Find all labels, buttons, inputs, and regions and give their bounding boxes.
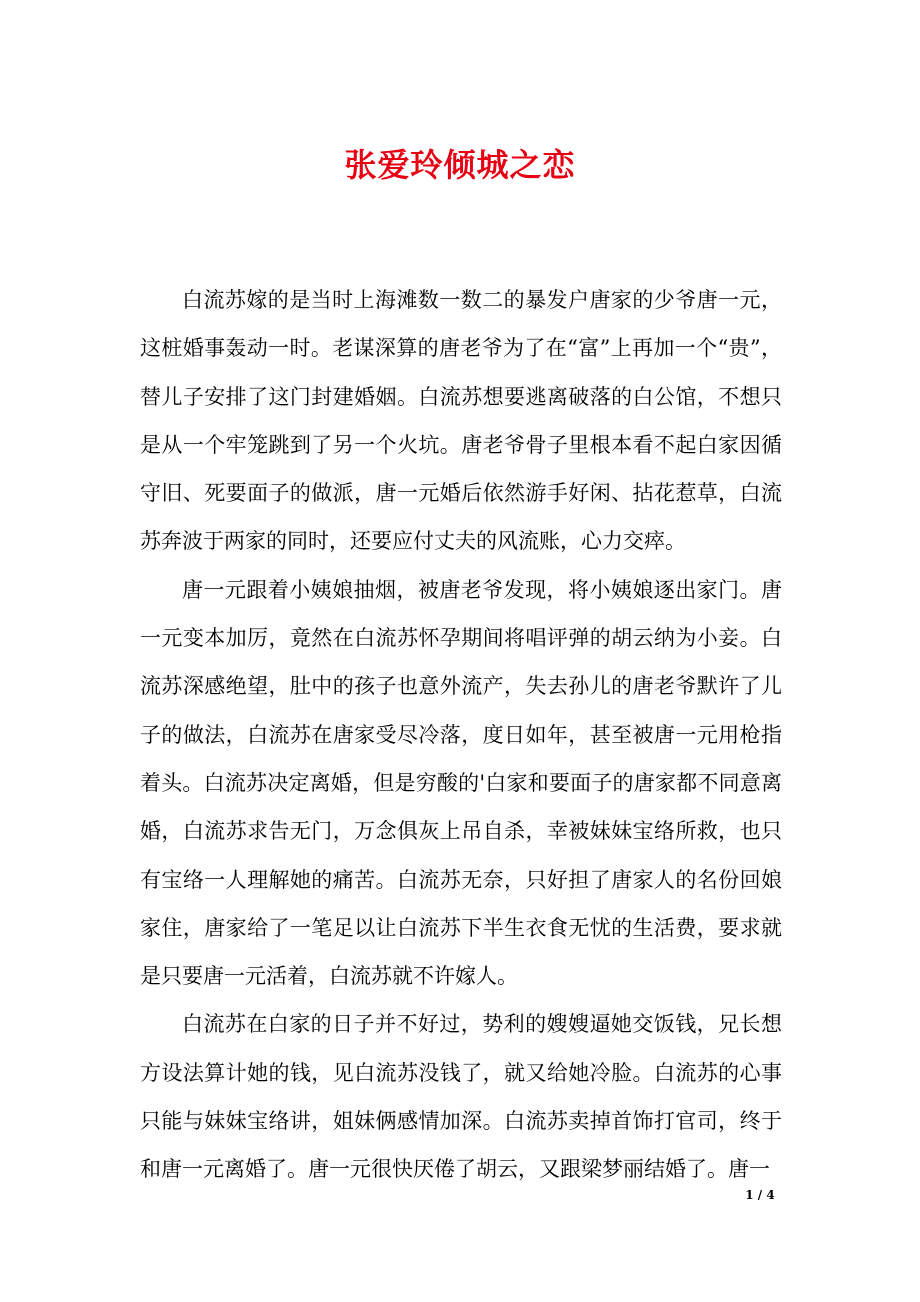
paragraph-3: 白流苏在白家的日子并不好过，势利的嫂嫂逼她交饭钱，兄长想方设法算计她的钱，见白流苏没钱了，就又给她冷脸。白流苏的心事只能与妹妹宝络讲，姐妹俩感情加深。白流苏卖掉首饰打官司，终于和唐一元离婚了。唐一元很快厌倦了胡云，又跟梁梦丽结婚了。唐一 bbox=[140, 1012, 782, 1182]
paragraph-1: 白流苏嫁的是当时上海滩数一数二的暴发户唐家的少爷唐一元，这桩婚事轰动一时。老谋深算的唐老爷为了在“富”上再加一个“贵”，替儿子安排了这门封建婚姻。白流苏想要逃离破落的白公馆，不想只是从一个牢笼跳到了另一个火坑。唐老爷骨子里根本看不起白家因循守旧、死要面子的做派，唐一元婚后依然游手好闲、拈花惹草，白流苏奔波于两家的同时，还要应付丈夫的风流账，心力交瘁。 bbox=[140, 288, 782, 554]
document-body bbox=[140, 276, 782, 1194]
document-title: 张爱玲倾城之恋 bbox=[344, 146, 576, 184]
paragraph-2: 唐一元跟着小姨娘抽烟，被唐老爷发现，将小姨娘逐出家门。唐一元变本加厉，竟然在白流苏怀孕期间将唱评弹的胡云纳为小妾。白流苏深感绝望，肚中的孩子也意外流产，失去孙儿的唐老爷默许了儿子的做法，白流苏在唐家受尽冷落，度日如年，甚至被唐一元用枪指着头。白流苏决定离婚，但是穷酸的'白家和要面子的唐家都不同意离婚，白流苏求告无门，万念俱灰上吊自杀，幸被妹妹宝络所救，也只有宝络一人理解她的痛苦。白流苏无奈，只好担了唐家人的名份回娘家住，唐家给了一笔足以让白流苏下半生衣食无忧的生活费，要求就是只要唐一元活着，白流苏就不许嫁人。 bbox=[140, 577, 782, 989]
page-number: 1 / 4 bbox=[745, 1188, 775, 1202]
